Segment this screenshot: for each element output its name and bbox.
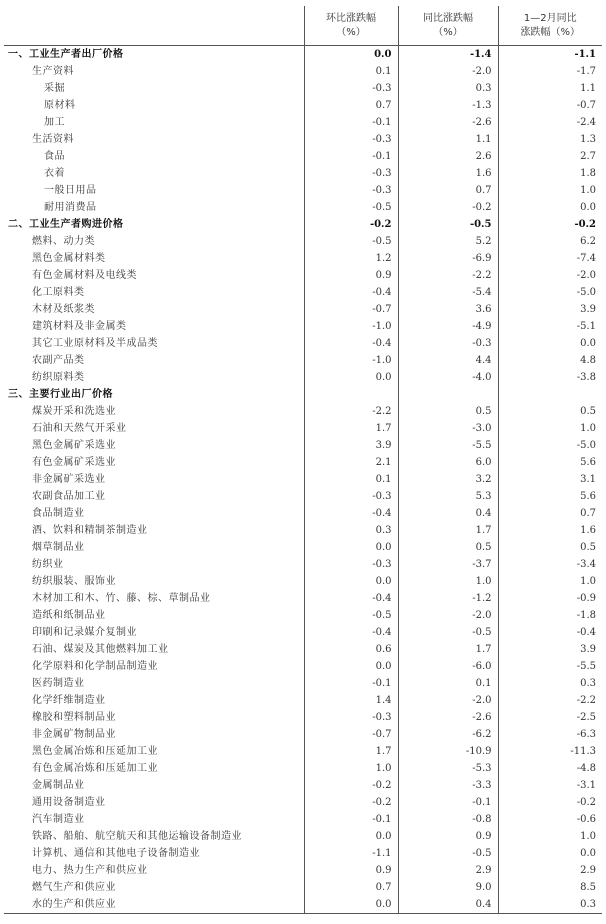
row-yoy-value: 3.6 [398,301,498,318]
row-yoy-value: -6.2 [398,726,498,743]
row-label: 非金属矿采选业 [32,473,106,485]
row-label: 橡胶和塑料制品业 [32,711,116,723]
row-label: 有色金属材料及电线类 [32,269,137,281]
row-mom-value: 0.7 [304,879,398,896]
table-row [4,369,602,386]
table-row [4,505,602,522]
row-ytd-value: 0.7 [498,505,602,522]
row-ytd-value: -0.2 [498,794,602,811]
row-ytd-value: -3.1 [498,777,602,794]
table-row [4,46,602,64]
row-label: 三、主要行业出厂价格 [8,388,113,400]
table-row [4,233,602,250]
row-ytd-value: 1.3 [498,131,602,148]
row-yoy-value: 0.4 [398,896,498,914]
row-yoy-value: -10.9 [398,743,498,760]
row-label: 铁路、船舶、航空航天和其他运输设备制造业 [32,830,242,842]
row-ytd-value: 6.2 [498,233,602,250]
row-ytd-value: -2.4 [498,114,602,131]
row-ytd-value: 1.1 [498,80,602,97]
row-label: 燃料、动力类 [32,235,95,247]
row-label: 电力、热力生产和供应业 [32,864,148,876]
row-mom-value: 0.7 [304,97,398,114]
row-mom-value: -0.1 [304,114,398,131]
row-label: 纺织业 [32,558,64,570]
row-label: 生产资料 [32,65,74,77]
row-yoy-value: 1.7 [398,641,498,658]
row-yoy-value: -0.3 [398,335,498,352]
row-ytd-value: -3.8 [498,369,602,386]
row-ytd-value: 1.0 [498,573,602,590]
row-yoy-value: 4.4 [398,352,498,369]
row-ytd-value: -5.1 [498,318,602,335]
header-mom [304,6,398,46]
row-mom-value: 0.9 [304,267,398,284]
row-ytd-value: -0.7 [498,97,602,114]
row-label: 石油、煤炭及其他燃料加工业 [32,643,169,655]
table-row [4,879,602,896]
row-label: 二、工业生产者购进价格 [8,218,124,230]
row-yoy-value: -0.5 [398,845,498,862]
row-ytd-value: 1.8 [498,165,602,182]
row-label: 烟草制品业 [32,541,85,553]
row-label: 印刷和记录媒介复制业 [32,626,137,638]
row-mom-value: -0.4 [304,624,398,641]
header-ytd-line1: 1—2月同比 [523,12,577,24]
row-yoy-value: -2.0 [398,692,498,709]
header-yoy-line2: （%） [433,26,463,38]
row-ytd-value: 2.7 [498,148,602,165]
table-row [4,573,602,590]
table-row [4,624,602,641]
row-label: 原材料 [44,99,76,111]
row-yoy-value: -0.5 [398,624,498,641]
row-label: 造纸和纸制品业 [32,609,106,621]
row-yoy-value: 1.7 [398,522,498,539]
table-row [4,386,602,403]
row-yoy-value: -6.9 [398,250,498,267]
table-row [4,182,602,199]
row-mom-value: 0.3 [304,522,398,539]
row-mom-value: 0.0 [304,828,398,845]
row-yoy-value: -3.7 [398,556,498,573]
row-yoy-value: 0.1 [398,675,498,692]
row-label: 黑色金属矿采选业 [32,439,116,451]
row-mom-value: -1.0 [304,318,398,335]
header-mom-line1: 环比涨跌幅 [326,12,376,24]
table-row [4,165,602,182]
row-yoy-value: -0.1 [398,794,498,811]
row-ytd-value: 2.9 [498,862,602,879]
row-yoy-value: -1.3 [398,97,498,114]
table-row [4,743,602,760]
row-ytd-value: 3.1 [498,471,602,488]
row-mom-value: 0.6 [304,641,398,658]
header-ytd-line2: 涨跌幅（%） [520,26,580,38]
row-yoy-value: -1.2 [398,590,498,607]
row-mom-value: 0.0 [304,539,398,556]
row-label: 采掘 [44,82,65,94]
table-row [4,437,602,454]
row-label: 燃气生产和供应业 [32,881,116,893]
table-body [4,46,602,914]
table-row [4,828,602,845]
row-mom-value: 0.0 [304,658,398,675]
row-label: 农副食品加工业 [32,490,106,502]
row-mom-value: -0.3 [304,488,398,505]
row-ytd-value: 0.0 [498,845,602,862]
row-mom-value: -1.0 [304,352,398,369]
row-ytd-value: -2.2 [498,692,602,709]
row-yoy-value: -2.6 [398,114,498,131]
header-yoy-line1: 同比涨跌幅 [423,12,473,24]
row-yoy-value: 2.9 [398,862,498,879]
table-row [4,335,602,352]
row-label: 衣着 [44,167,65,179]
row-label: 通用设备制造业 [32,796,106,808]
row-label: 生活资料 [32,133,74,145]
row-label: 有色金属冶炼和压延加工业 [32,762,158,774]
row-ytd-value: -1.7 [498,63,602,80]
row-yoy-value: 6.0 [398,454,498,471]
header-row [4,6,602,46]
row-label: 金属制品业 [32,779,85,791]
header-label-col [4,6,304,46]
row-label: 一、工业生产者出厂价格 [8,48,124,60]
row-mom-value: 3.9 [304,437,398,454]
row-yoy-value: 1.0 [398,573,498,590]
row-ytd-value: -0.2 [498,216,602,233]
table-row [4,760,602,777]
row-mom-value: -0.3 [304,709,398,726]
row-mom-value: -0.4 [304,505,398,522]
row-label: 食品制造业 [32,507,85,519]
row-yoy-value: -4.9 [398,318,498,335]
row-label: 化工原料类 [32,286,85,298]
table-row [4,97,602,114]
row-label: 有色金属矿采选业 [32,456,116,468]
table-row [4,709,602,726]
row-yoy-value: 0.9 [398,828,498,845]
row-ytd-value: 1.0 [498,420,602,437]
row-label: 计算机、通信和其他电子设备制造业 [32,847,200,859]
row-mom-value: -0.4 [304,284,398,301]
row-ytd-value: 0.3 [498,896,602,914]
row-yoy-value: 0.4 [398,505,498,522]
row-yoy-value: -2.0 [398,607,498,624]
row-ytd-value: -11.3 [498,743,602,760]
table-row [4,539,602,556]
table-row [4,403,602,420]
table-row [4,199,602,216]
row-yoy-value: 5.2 [398,233,498,250]
row-ytd-value: -5.5 [498,658,602,675]
table-row [4,131,602,148]
row-ytd-value: -7.4 [498,250,602,267]
row-ytd-value: -4.8 [498,760,602,777]
row-ytd-value: -2.0 [498,267,602,284]
row-ytd-value: 1.6 [498,522,602,539]
row-ytd-value: 8.5 [498,879,602,896]
table-row [4,216,602,233]
row-mom-value: 0.0 [304,896,398,914]
row-mom-value: 1.0 [304,760,398,777]
row-ytd-value: 0.5 [498,539,602,556]
row-label: 木材加工和木、竹、藤、棕、草制品业 [32,592,211,604]
price-index-table [4,6,602,914]
table-row [4,607,602,624]
table-row [4,148,602,165]
table-row [4,692,602,709]
row-mom-value: 0.1 [304,63,398,80]
row-ytd-value: -5.0 [498,284,602,301]
row-ytd-value: -5.0 [498,437,602,454]
table-row [4,590,602,607]
row-label: 化学原料和化学制品制造业 [32,660,158,672]
row-yoy-value: -3.3 [398,777,498,794]
row-label: 耐用消费品 [44,201,97,213]
row-label: 纺织原料类 [32,371,85,383]
row-label: 黑色金属冶炼和压延加工业 [32,745,158,757]
table-row [4,726,602,743]
header-yoy [398,6,498,46]
row-label: 酒、饮料和精制茶制造业 [32,524,148,536]
row-mom-value: -0.1 [304,811,398,828]
table-row [4,250,602,267]
row-mom-value: -0.3 [304,556,398,573]
table-row [4,267,602,284]
row-mom-value: 0.0 [304,46,398,64]
row-yoy-value: -3.0 [398,420,498,437]
row-yoy-value: 0.7 [398,182,498,199]
table-row [4,845,602,862]
row-label: 其它工业原材料及半成品类 [32,337,158,349]
row-mom-value: 2.1 [304,454,398,471]
row-mom-value: 1.2 [304,250,398,267]
row-yoy-value [398,386,498,403]
row-label: 加工 [44,116,65,128]
table-row [4,896,602,914]
row-yoy-value: -1.4 [398,46,498,64]
table-row [4,862,602,879]
row-mom-value: -1.1 [304,845,398,862]
row-mom-value: -0.3 [304,165,398,182]
row-mom-value: -0.4 [304,590,398,607]
table-row [4,63,602,80]
row-yoy-value: -5.5 [398,437,498,454]
row-mom-value: 0.0 [304,573,398,590]
row-ytd-value: -0.6 [498,811,602,828]
row-yoy-value: 1.1 [398,131,498,148]
row-ytd-value: 0.3 [498,675,602,692]
row-ytd-value: -2.5 [498,709,602,726]
row-yoy-value: -6.0 [398,658,498,675]
table-row [4,811,602,828]
row-yoy-value: 2.6 [398,148,498,165]
row-yoy-value: 5.3 [398,488,498,505]
table-row [4,420,602,437]
table-row [4,675,602,692]
row-yoy-value: -5.4 [398,284,498,301]
row-mom-value: -0.1 [304,148,398,165]
row-mom-value: -0.2 [304,777,398,794]
table-row [4,556,602,573]
table-row [4,522,602,539]
table-row [4,80,602,97]
row-mom-value: 0.0 [304,369,398,386]
row-mom-value: -0.4 [304,335,398,352]
row-mom-value: -0.2 [304,794,398,811]
row-label: 化学纤维制造业 [32,694,106,706]
row-ytd-value: 0.0 [498,335,602,352]
row-mom-value: -0.5 [304,233,398,250]
row-yoy-value: 0.3 [398,80,498,97]
row-ytd-value: -1.8 [498,607,602,624]
row-ytd-value: 1.0 [498,828,602,845]
row-yoy-value: -2.2 [398,267,498,284]
table-row [4,318,602,335]
row-ytd-value: -0.4 [498,624,602,641]
row-ytd-value: 5.6 [498,488,602,505]
row-mom-value: -0.7 [304,726,398,743]
row-mom-value: -2.2 [304,403,398,420]
row-ytd-value [498,386,602,403]
row-yoy-value: -5.3 [398,760,498,777]
row-yoy-value: -2.6 [398,709,498,726]
table-row [4,658,602,675]
row-label: 一般日用品 [44,184,97,196]
row-ytd-value: 5.6 [498,454,602,471]
row-mom-value: -0.2 [304,216,398,233]
table-row [4,488,602,505]
row-label: 食品 [44,150,65,162]
table-row [4,301,602,318]
row-yoy-value: -0.5 [398,216,498,233]
row-label: 建筑材料及非金属类 [32,320,127,332]
header-mom-line2: （%） [336,26,366,38]
table-row [4,641,602,658]
row-mom-value: -0.3 [304,131,398,148]
row-label: 纺织服装、服饰业 [32,575,116,587]
row-yoy-value: 9.0 [398,879,498,896]
row-mom-value: 1.7 [304,743,398,760]
row-ytd-value: 0.5 [498,403,602,420]
row-mom-value: 0.9 [304,862,398,879]
row-ytd-value: -1.1 [498,46,602,64]
row-label: 非金属矿物制品业 [32,728,116,740]
row-label: 石油和天然气开采业 [32,422,127,434]
table-row [4,284,602,301]
row-mom-value: -0.5 [304,607,398,624]
table-row [4,352,602,369]
row-label: 医药制造业 [32,677,85,689]
row-yoy-value: -4.0 [398,369,498,386]
row-yoy-value: -2.0 [398,63,498,80]
row-mom-value: 1.4 [304,692,398,709]
row-mom-value: -0.3 [304,182,398,199]
row-mom-value: -0.3 [304,80,398,97]
table-row [4,471,602,488]
table-row [4,794,602,811]
row-mom-value: 0.1 [304,471,398,488]
row-label: 木材及纸浆类 [32,303,95,315]
row-ytd-value: 3.9 [498,641,602,658]
row-mom-value: -0.5 [304,199,398,216]
row-ytd-value: 1.0 [498,182,602,199]
table-row [4,114,602,131]
row-ytd-value: 3.9 [498,301,602,318]
table-row [4,777,602,794]
row-label: 汽车制造业 [32,813,85,825]
row-mom-value: -0.1 [304,675,398,692]
table-row [4,454,602,471]
header-ytd [498,6,602,46]
row-label: 黑色金属材料类 [32,252,106,264]
row-yoy-value: -0.8 [398,811,498,828]
row-yoy-value: 1.6 [398,165,498,182]
row-yoy-value: 0.5 [398,403,498,420]
row-ytd-value: 4.8 [498,352,602,369]
row-label: 农副产品类 [32,354,85,366]
row-ytd-value: 0.0 [498,199,602,216]
row-yoy-value: 0.5 [398,539,498,556]
row-ytd-value: -3.4 [498,556,602,573]
row-mom-value: -0.7 [304,301,398,318]
row-label: 煤炭开采和洗选业 [32,405,116,417]
row-label: 水的生产和供应业 [4,896,304,914]
row-yoy-value: -0.2 [398,199,498,216]
row-mom-value: 1.7 [304,420,398,437]
row-yoy-value: 3.2 [398,471,498,488]
row-mom-value [304,386,398,403]
row-ytd-value: -0.9 [498,590,602,607]
row-ytd-value: -6.3 [498,726,602,743]
